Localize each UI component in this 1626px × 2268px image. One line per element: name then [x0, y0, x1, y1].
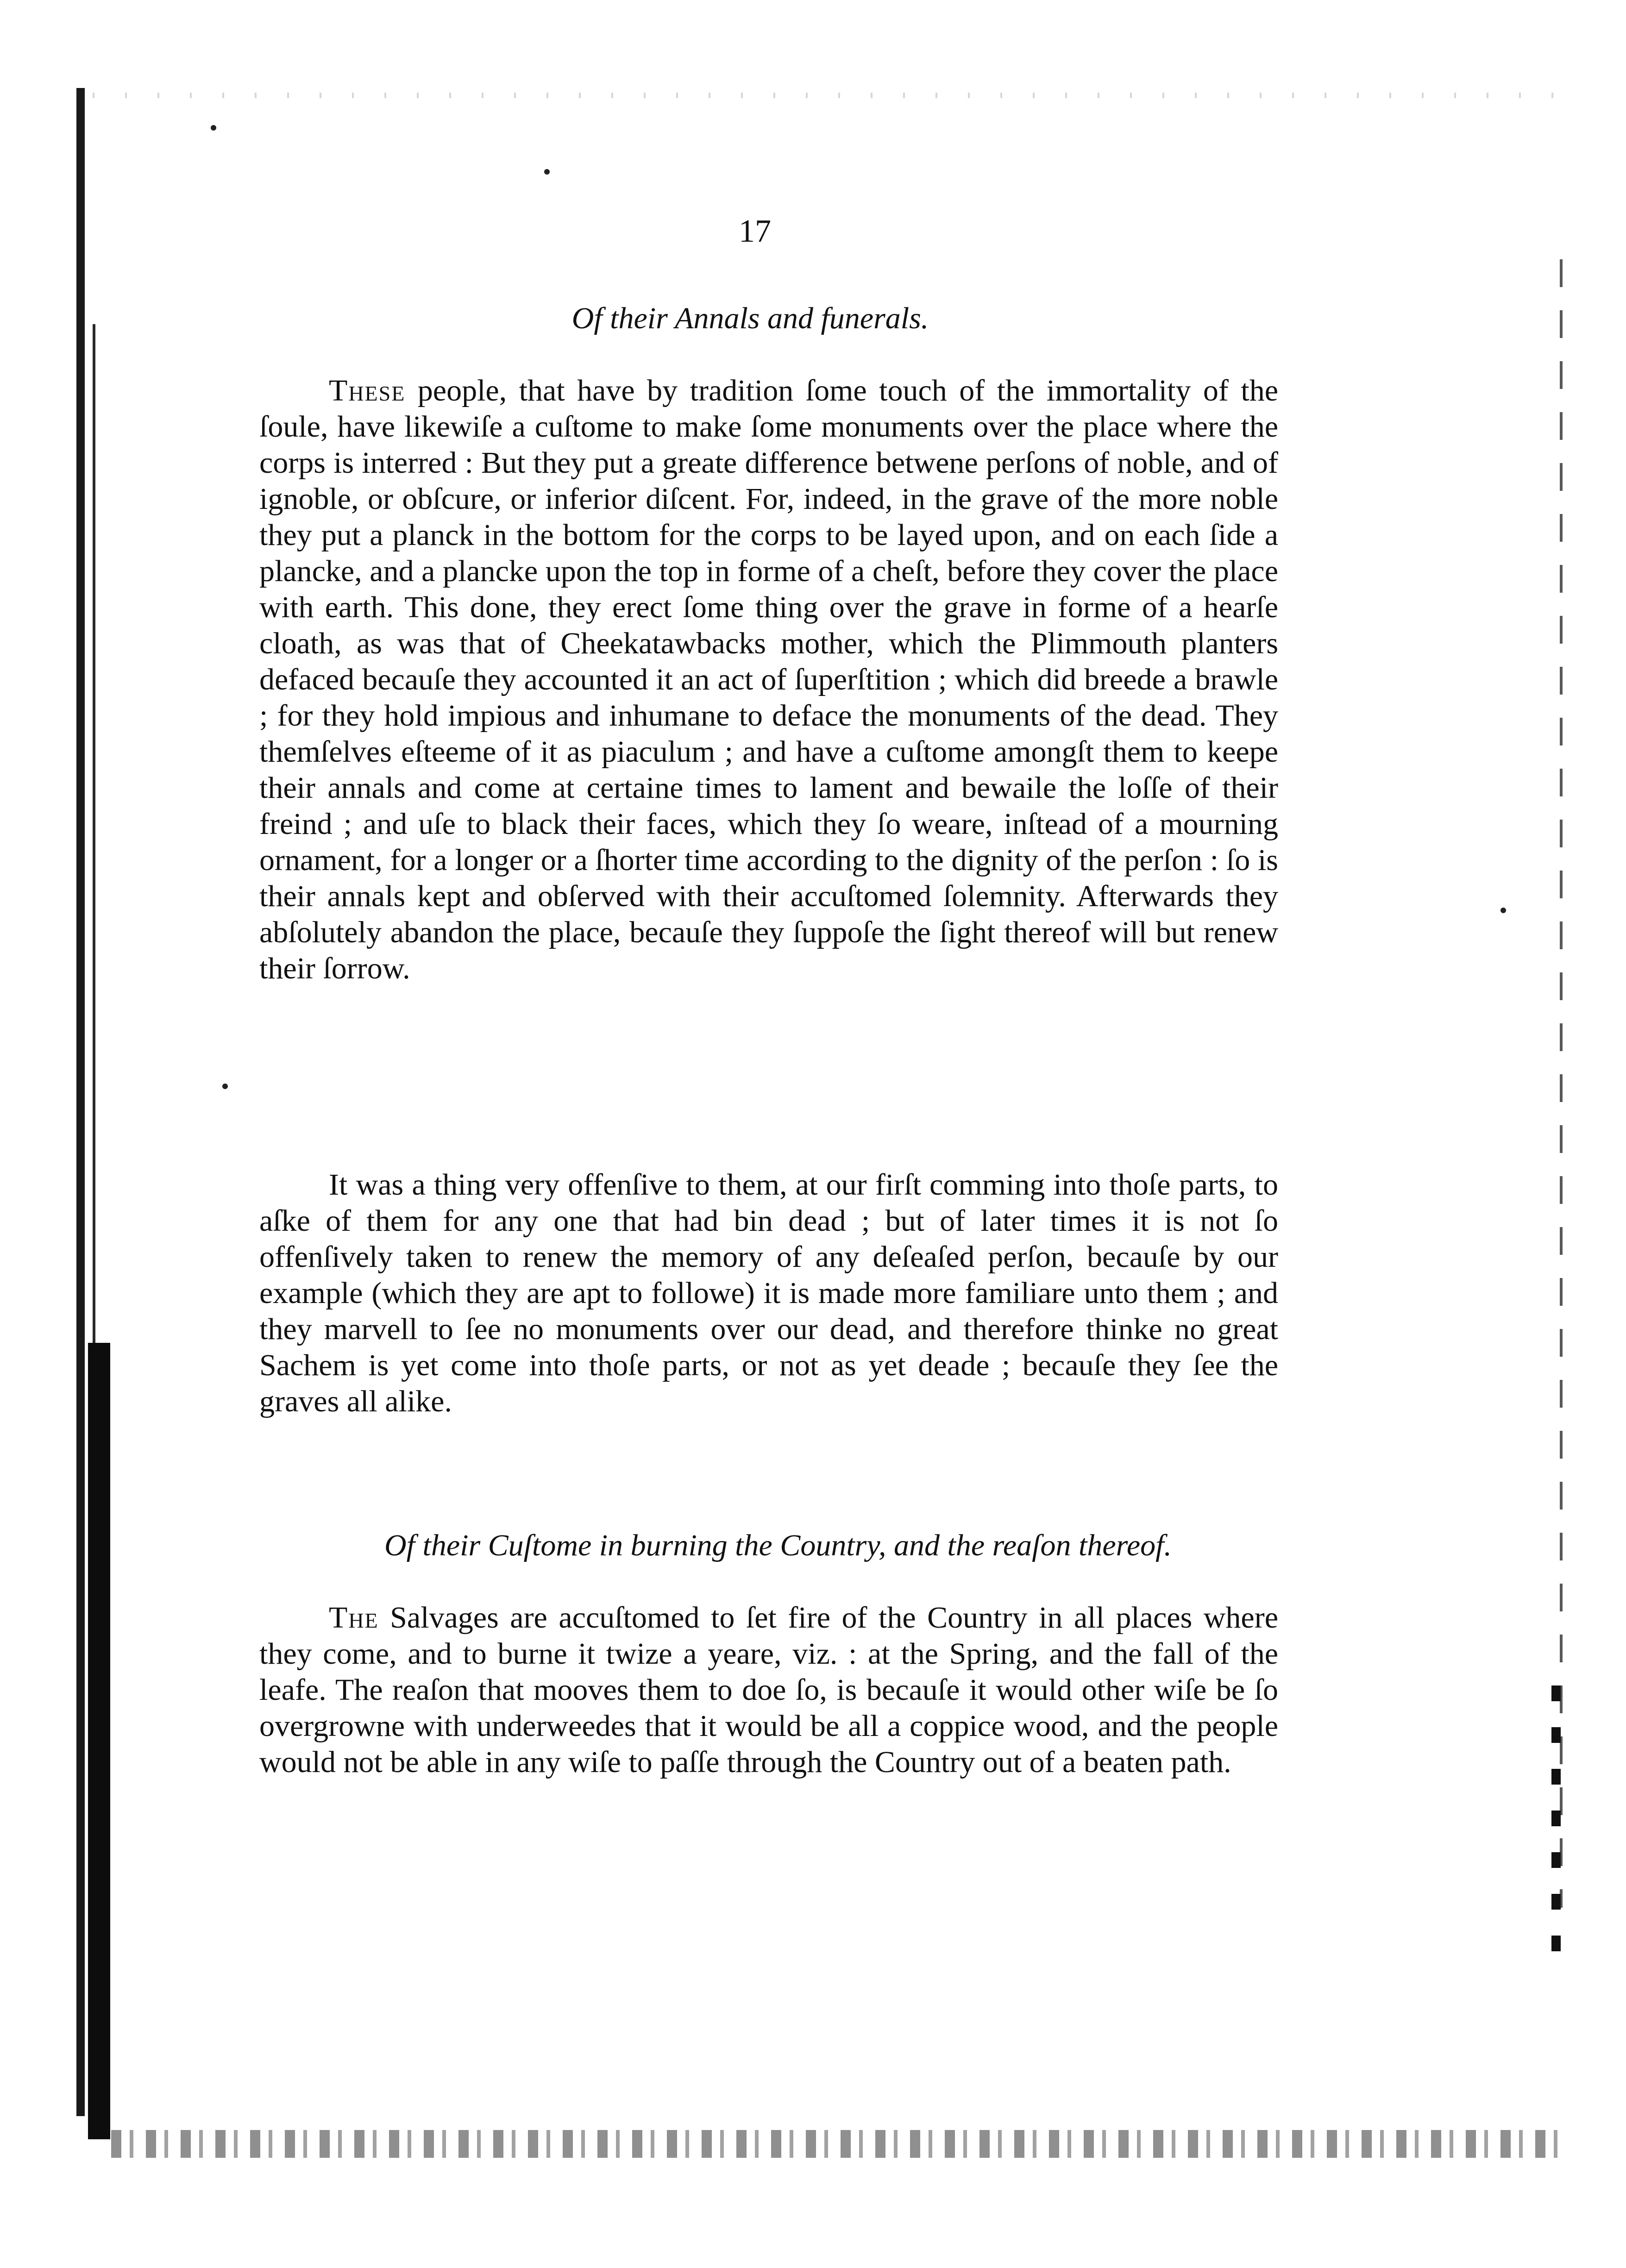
section-heading-burning: Of their Cuſtome in burning the Country, and the reaſon thereof.	[384, 1529, 1172, 1562]
scan-speck	[1500, 908, 1506, 913]
scan-speck	[211, 125, 216, 131]
binding-shadow-thick	[88, 1343, 110, 2139]
paragraph-text: people, that have by tradition ſome touch of the immortality of the ſoule, have likewiſe a cuſtome to make ſome monuments over the place where the corps is interred : But they put a greate difference betwene perſons of noble, and of ignoble, or obſcure, or inferior diſcent. For, indeed, in the grave of the more noble they put a planck in the bottom for the corps to be layed upon, and on each ſide a plancke, and a plancke upon the top in forme of a cheſt, before they cover the place with earth. This done, they erect ſome thing over the grave in forme of a hearſe cloath, as was that of Cheekatawbacks mother, which the Plimmouth planters defaced becauſe they accounted it an act of ſuperſtition ; which did breede a brawle ; for they hold impious and inhumane to deface the monuments of the dead. They themſelves eſteeme of it as piaculum ; and have a cuſtome amongſt them to keepe their annals and come at certaine times to lament and bewaile the loſſe of their freind ; and uſe to black their faces, which they ſo weare, inſtead of a mourning ornament, for a longer or a ſhorter time according to the dignity of the perſon : ſo is their annals kept and obſerved with their accuſtomed ſolemnity. Afterwards they abſolutely abandon the place, becauſe they ſuppoſe the ſight thereof will but renew their ſorrow.	[259, 374, 1278, 985]
paragraph-lead: The	[329, 1601, 379, 1635]
paragraph-annals-1	[259, 373, 1278, 987]
scan-top-noise	[93, 93, 1575, 98]
paragraph-burning-1	[259, 1600, 1278, 1780]
scan-bottom-noise	[111, 2130, 1565, 2158]
section-heading-annals: Of their Annals and funerals.	[571, 301, 929, 335]
paragraph-text: Salvages are accuſtomed to ſet fire of the Country in all places where they come, and to burne it twize a yeare, viz. : at the Spring, and the fall of the leafe. The reaſon that mooves them to doe ſo, is becauſe it would other wiſe be ſo overgrowne with underweedes that it would be all a coppice wood, and the people would not be able in any wiſe to paſſe through the Country out of a beaten path.	[259, 1601, 1278, 1779]
page-edge-right	[1560, 259, 1563, 1908]
scan-speck	[222, 1084, 228, 1089]
page-edge-marks	[1551, 1685, 1561, 1973]
binding-shadow	[76, 88, 85, 2116]
paragraph-annals-2	[259, 1167, 1278, 1420]
binding-shadow-thin	[93, 324, 95, 1343]
paragraph-text: It was a thing very offenſive to them, at our firſt comming into thoſe parts, to aſke of them for any one that had bin dead ; but of later times it is not ſo offenſively taken to renew the memory of any deſeaſed perſon, becauſe by our example (which they are apt to followe) it is made more familiare unto them ; and they marvell to ſee no monuments over our dead, and therefore thinke no great Sachem is yet come into thoſe parts, or not as yet deade ; becauſe they ſee the graves all alike.	[259, 1168, 1278, 1418]
page-number: 17	[739, 213, 771, 249]
scan-speck	[544, 169, 550, 175]
paragraph-lead: These	[329, 374, 406, 407]
